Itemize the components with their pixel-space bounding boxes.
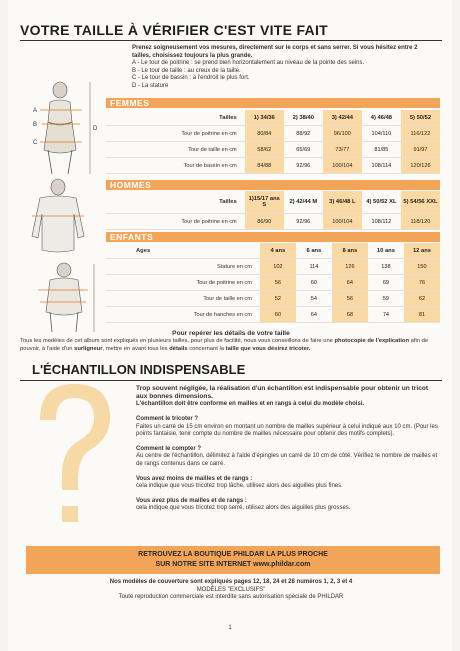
header-cell: 12 ans [404, 243, 440, 259]
details-section [20, 330, 442, 353]
echantillon-s4-text: cela indique que vous tricotez trop serré, utilisez alors des aiguilles plus grosses. [136, 505, 351, 512]
echantillon-s3-title: Vous avez moins de mailles et de rangs : [136, 475, 253, 482]
cell: 108/112 [362, 214, 401, 230]
band-femmes [106, 98, 440, 108]
cell: 91/97 [401, 142, 440, 158]
table-row [106, 158, 440, 174]
cell: 59 [368, 291, 404, 307]
cell: 56 [332, 291, 368, 307]
table-row [106, 126, 440, 142]
header-cell: 4 ans [260, 243, 296, 259]
table-row [106, 291, 440, 307]
details-bold: surligneur [74, 345, 103, 352]
echantillon-lead: Trop souvent négligée, la réalisation d'un échantillon est indispensable pour obtenir un tricot aux bonnes dimensions. [136, 385, 429, 401]
cell: 114 [296, 259, 332, 275]
header-cell: 1)15/17 ans S [245, 191, 284, 214]
footer [20, 579, 442, 602]
header-cell: 4) 50/52 XL [362, 191, 401, 214]
details-text: concernant la [189, 345, 225, 352]
echantillon-text [136, 385, 438, 513]
table-row [106, 275, 440, 291]
page-number: 1 [228, 625, 232, 631]
details-text: Tous les modèles de cet album sont expliqués en plusieurs tailles, pour plus de facilité, nous vous conseillons de faire une [20, 338, 333, 345]
banner-line2[interactable]: SUR NOTRE SITE INTERNET www.phildar.com [155, 561, 311, 568]
row-label: Tour de taille en cm [106, 142, 245, 158]
header-cell: 2) 42/44 M [284, 191, 323, 214]
cell: 108/114 [362, 158, 401, 174]
row-label: Tour de poitrine en cm [106, 275, 260, 291]
banner-line1: RETROUVEZ LA BOUTIQUE PHILDAR LA PLUS PROCHE [138, 551, 328, 558]
woman-figure-illustration [30, 80, 100, 175]
header-cell: Ages [106, 243, 260, 259]
title-rule [20, 40, 442, 41]
cell: 64 [332, 275, 368, 291]
cell: 64 [296, 307, 332, 323]
intro-item-d: D - La stature [132, 82, 169, 89]
cell: 84/88 [245, 158, 284, 174]
intro-bold: Prenez soigneusement vos mesures, directement sur le corps et sans serrer. Si vous hésitez entre 2 tailles, choisissez toujours la plus grande. [132, 45, 418, 59]
row-label: Tour de hanches en cm [106, 307, 260, 323]
band-enfants [106, 232, 440, 242]
echantillon-lead2: L'échantillon doit être conforme en mailles et en rangs à celui du modèle choisi. [136, 401, 365, 408]
details-bold: photocopie de l'explication [334, 338, 410, 345]
header-cell: 5) 54/56 XXL [401, 191, 440, 214]
table-femmes [106, 110, 440, 174]
header-cell: 5) 50/52 [401, 110, 440, 126]
header-cell: Tailles [106, 191, 245, 214]
page-title: VOTRE TAILLE À VÉRIFIER C'EST VITE FAIT [20, 22, 329, 38]
letter-d: D [93, 126, 98, 132]
child-figure-illustration [30, 262, 102, 334]
table-row [106, 259, 440, 275]
cell: 52 [260, 291, 296, 307]
band-hommes-label: HOMMES [110, 180, 152, 190]
echantillon-s3-text: cela indique que vous tricotez trop lâche, utilisez alors des aiguilles plus fines. [136, 483, 343, 490]
header-cell: 4) 46/48 [362, 110, 401, 126]
letter-b: B [33, 122, 38, 128]
row-label: Stature en cm [106, 259, 260, 275]
cell: 88/92 [284, 126, 323, 142]
cell: 86/90 [245, 214, 284, 230]
cell: 104/110 [362, 126, 401, 142]
intro-item-a: A - Le tour de poitrine : se prend bien horizontalement au niveau de la pointe des seins. [132, 60, 365, 67]
cell: 60 [260, 307, 296, 323]
boutique-banner [26, 546, 440, 574]
row-label: Tour de bassin en cm [106, 158, 245, 174]
table-enfants [106, 243, 440, 323]
intro-item-c: C - Le tour de bassin : à l'endroit le plus fort. [132, 75, 250, 82]
page [8, 0, 452, 651]
row-label: Tour de poitrine en cm [106, 126, 245, 142]
intro-text [132, 45, 432, 91]
header-cell: 3) 46/48 L [323, 191, 362, 214]
cell: 150 [404, 259, 440, 275]
cell: 54 [296, 291, 332, 307]
cell: 120/126 [401, 158, 440, 174]
cell: 118/120 [401, 214, 440, 230]
cell: 138 [368, 259, 404, 275]
band-hommes [106, 180, 440, 190]
letter-a: A [33, 108, 38, 114]
cell: 65/69 [284, 142, 323, 158]
header-cell: 6 ans [296, 243, 332, 259]
cell: 126 [332, 259, 368, 275]
echantillon-s2-title: Comment le compter ? [136, 445, 202, 452]
cell: 80/84 [245, 126, 284, 142]
cell: 102 [260, 259, 296, 275]
table-row [106, 307, 440, 323]
row-label: Tour de poitrine en cm [106, 214, 245, 230]
footer-line2: MODÈLES "EXCLUSIFS" [196, 586, 266, 593]
intro-item-b: B - Le tour de taille : au creux de la taille. [132, 67, 241, 74]
echantillon-s2-text: Au centre de l'échantillon, délimitez à l'aide d'épingles un carré de 10 cm de côté. Vérifiez le nombre de mailles et de rangs contenus dans ce carré. [136, 453, 438, 467]
cell: 92/96 [284, 214, 323, 230]
details-text: , mettre en avant tous les [102, 345, 168, 352]
header-cell: 1) 34/36 [245, 110, 284, 126]
band-femmes-label: FEMMES [110, 98, 150, 108]
details-bold: détails [169, 345, 188, 352]
cell: 81 [404, 307, 440, 323]
cell: 69 [368, 275, 404, 291]
footer-line3: Toute reproduction commerciale est interdite sans autorisation spéciale de PHILDAR [118, 594, 344, 601]
cell: 68 [332, 307, 368, 323]
table-row [106, 191, 440, 214]
details-title: Pour repérer les détails de votre taille [172, 330, 290, 337]
cell: 74 [368, 307, 404, 323]
details-text: afin de pouvoir, à l'aide d'un [20, 338, 429, 352]
header-cell: 2) 38/40 [284, 110, 323, 126]
cell: 56 [260, 275, 296, 291]
cell: 60 [296, 275, 332, 291]
section-title-echantillon: L'ÉCHANTILLON INDISPENSABLE [32, 362, 246, 377]
cell: 73/77 [323, 142, 362, 158]
footer-line1: Nos modèles de couverture sont expliqués pages 12, 18, 24 et 28 numéros 1, 2, 3 et 4 [109, 579, 353, 585]
cell: 81/85 [362, 142, 401, 158]
cell: 100/104 [323, 214, 362, 230]
band-enfants-label: ENFANTS [110, 232, 154, 242]
cell: 58/62 [245, 142, 284, 158]
cell: 96/100 [323, 126, 362, 142]
echantillon-s1-text: Faites un carré de 15 cm environ en montant un nombre de mailles supérieur à celui indiqué aux 10 cm. (Pour les points fantaisie, tenir compte du nombre de mailles nécessaire pour obtenir des motifs complets). [136, 423, 438, 438]
table-row [106, 243, 440, 259]
cell: 92/96 [284, 158, 323, 174]
cell: 100/104 [323, 158, 362, 174]
question-mark-illustration [26, 378, 121, 546]
echantillon-s1-title: Comment le tricoter ? [136, 416, 199, 422]
letter-c: C [33, 140, 38, 146]
table-row [106, 214, 440, 230]
table-hommes [106, 191, 440, 230]
header-cell: 3) 42/44 [323, 110, 362, 126]
details-bold: taille que vous désirez tricoter. [225, 345, 311, 352]
header-cell: Tailles [106, 110, 245, 126]
echantillon-s4-title: Vous avez plus de mailles et de rangs : [136, 497, 247, 504]
cell: 116/122 [401, 126, 440, 142]
table-row [106, 142, 440, 158]
cell: 76 [404, 275, 440, 291]
table-row [106, 110, 440, 126]
man-figure-illustration [18, 178, 96, 260]
header-cell: 8 ans [332, 243, 368, 259]
cell: 62 [404, 291, 440, 307]
header-cell: 10 ans [368, 243, 404, 259]
row-label: Tour de taille en cm [106, 291, 260, 307]
